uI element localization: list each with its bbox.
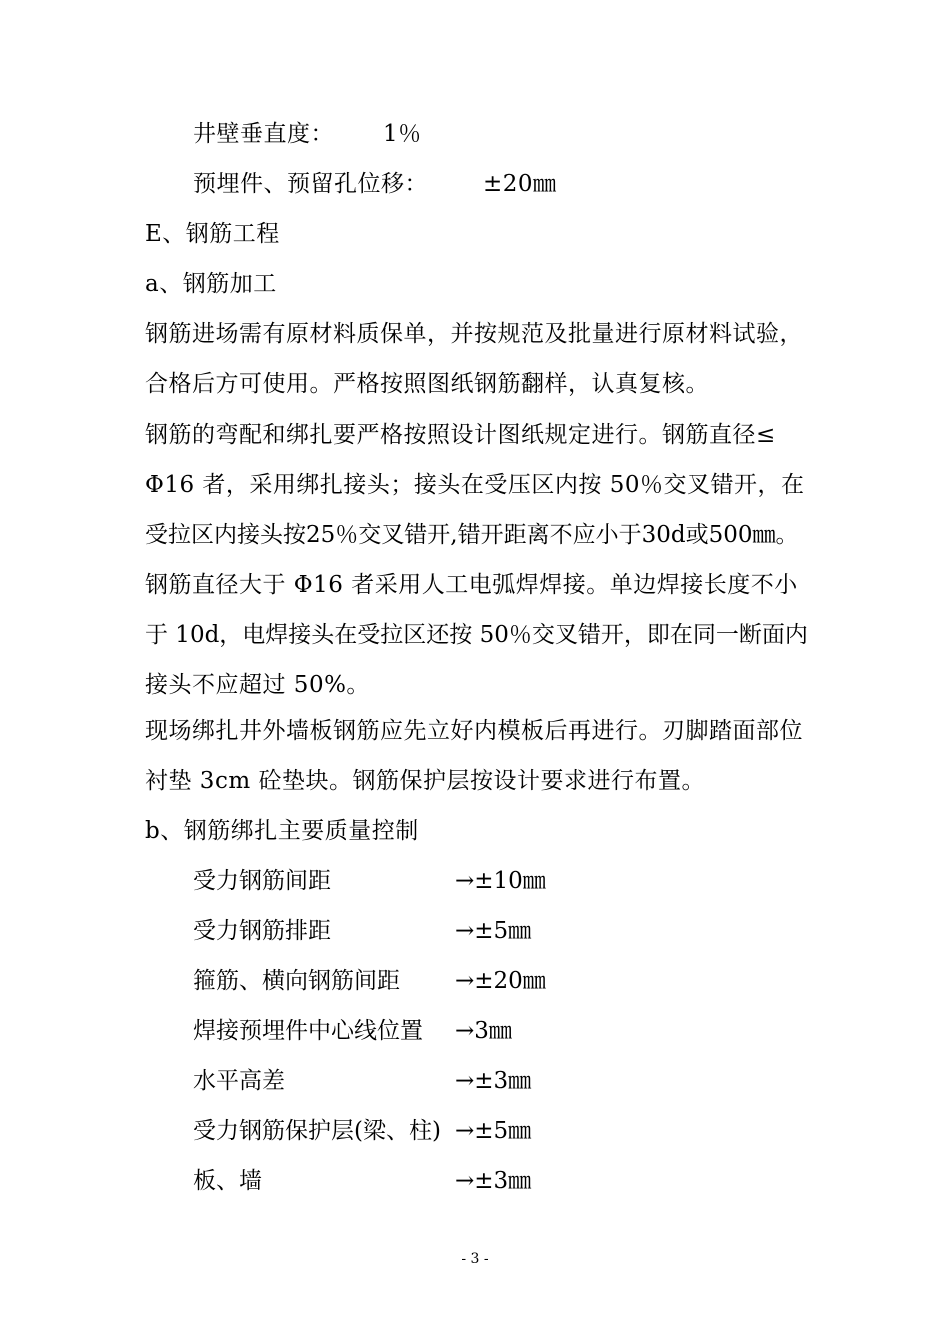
wall-verticality-label: 井壁垂直度：	[193, 121, 334, 147]
paragraph-line: 衬垫 3cm 砼垫块。钢筋保护层按设计要求进行布置。	[145, 768, 705, 794]
tolerance-label: 焊接预埋件中心线位置	[193, 1018, 423, 1044]
tolerance-value: →3㎜	[455, 1018, 512, 1044]
tolerance-value: →±5㎜	[455, 1118, 532, 1144]
tolerance-value: →±3㎜	[455, 1168, 532, 1194]
wall-verticality-value: 1％	[383, 121, 422, 147]
paragraph-line: 钢筋的弯配和绑扎要严格按照设计图纸规定进行。钢筋直径≤	[145, 422, 776, 448]
tolerance-value: →±5㎜	[455, 918, 532, 944]
tolerance-label: 受力钢筋排距	[193, 918, 331, 944]
tolerance-label: 板、墙	[193, 1168, 262, 1194]
tolerance-label: 水平高差	[193, 1068, 285, 1094]
paragraph-line: 于 10d，电焊接头在受拉区还按 50％交叉错开，即在同一断面内	[145, 622, 808, 648]
embedded-offset-value: ±20㎜	[483, 171, 557, 197]
page-number: - 3 -	[461, 1251, 489, 1267]
section-b-heading: b、钢筋绑扎主要质量控制	[145, 818, 419, 844]
paragraph-line: 钢筋直径大于 Φ16 者采用人工电弧焊焊接。单边焊接长度不小	[145, 572, 798, 598]
tolerance-label: 受力钢筋保护层(梁、柱)	[193, 1118, 441, 1144]
paragraph-line: 钢筋进场需有原材料质保单，并按规范及批量进行原材料试验，	[145, 321, 803, 347]
tolerance-value: →±3㎜	[455, 1068, 532, 1094]
embedded-offset-label: 预埋件、预留孔位移：	[193, 171, 428, 197]
paragraph-line: Φ16 者，采用绑扎接头；接头在受压区内按 50％交叉错开，在	[145, 472, 805, 498]
section-e-heading: E、钢筋工程	[145, 221, 280, 247]
paragraph-line: 接头不应超过 50%。	[145, 672, 370, 698]
tolerance-value: →±10㎜	[455, 868, 546, 894]
paragraph-line: 现场绑扎井外墙板钢筋应先立好内模板后再进行。刃脚踏面部位	[145, 718, 803, 744]
tolerance-label: 受力钢筋间距	[193, 868, 331, 894]
wall-verticality-line	[193, 119, 422, 149]
paragraph-line: 受拉区内接头按25％交叉错开,错开距离不应小于30d或500㎜。	[145, 522, 799, 548]
paragraph-line: 合格后方可使用。严格按照图纸钢筋翻样，认真复核。	[145, 371, 709, 397]
tolerance-label: 箍筋、横向钢筋间距	[193, 968, 400, 994]
tolerance-value: →±20㎜	[455, 968, 546, 994]
embedded-offset-line	[193, 169, 557, 199]
section-a-heading: a、钢筋加工	[145, 271, 277, 297]
